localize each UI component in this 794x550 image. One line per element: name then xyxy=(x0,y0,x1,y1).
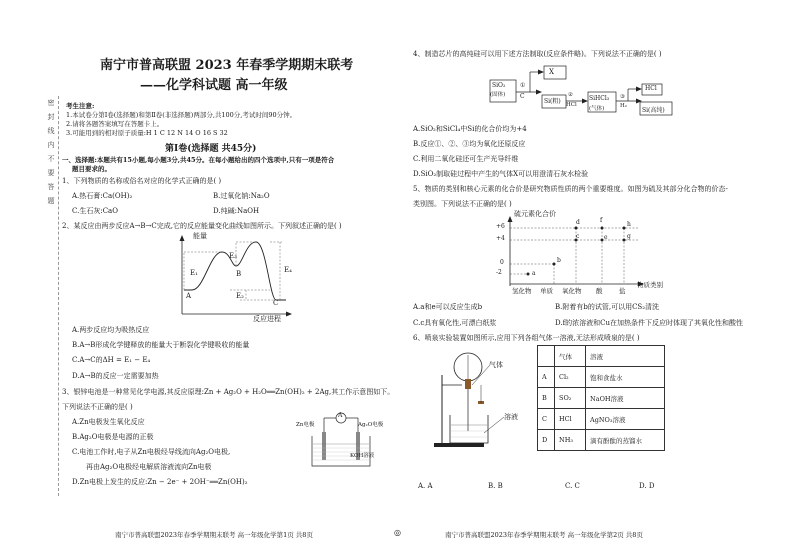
gas-state-label: (气体) xyxy=(589,106,605,112)
point-b: b xyxy=(557,257,561,264)
center-mark: ◎ xyxy=(394,528,401,537)
point-e: e xyxy=(604,234,608,241)
q1-option-a[interactable]: A.热石膏:Ca(OH)₂ xyxy=(72,192,133,200)
sulfur-valence-chart xyxy=(498,216,648,290)
category-axis-label: 物质类别 xyxy=(637,281,663,289)
ytick-plus4: +4 xyxy=(496,235,505,242)
koh-solution-label: KOH溶液 xyxy=(350,453,375,459)
point-c: c xyxy=(576,233,580,240)
q2-option-a[interactable]: A.两步反应均为吸热反应 xyxy=(72,326,150,334)
q6-option-a[interactable]: A. A xyxy=(418,482,433,490)
q3-option-c-cont: 再由Ag₂O电极经电解质溶液流向Zn电极 xyxy=(86,463,212,471)
section1-instr: 一、选择题:本题共有15小题,每小题3分,共45分。在每小题给出的四个选项中,只有一项是符合 xyxy=(62,156,335,164)
q3-option-a[interactable]: A.Zn电极发生氧化反应 xyxy=(72,418,145,426)
q3-stem-2: 下列说法不正确的是( ) xyxy=(62,403,133,411)
point-b-label: B xyxy=(236,270,242,278)
table-row xyxy=(538,367,665,388)
si-crude-label: Si(粗) xyxy=(544,98,561,105)
xcat-acid: 酸 xyxy=(596,287,603,295)
table-cell: HCl xyxy=(555,409,586,430)
q2-option-b[interactable]: B.A→B形成化学键释放的能量大于断裂化学键吸收的能量 xyxy=(72,341,250,349)
q4-option-c[interactable]: C.利用二氧化硅还可生产光导纤维 xyxy=(413,155,519,163)
table-header-row xyxy=(538,346,665,367)
xcat-hydride: 氢化物 xyxy=(512,287,532,295)
sihcl3-label: SiHCl₃ xyxy=(589,95,610,102)
table-cell: 饱和食盐水 xyxy=(586,367,665,388)
q1-stem: 1、下列物质的名称或俗名对应的化学式正确的是( ) xyxy=(62,177,222,185)
sio2-label: SiO₂ xyxy=(492,82,506,89)
table-header-cell: 溶液 xyxy=(586,346,665,367)
q5-option-a[interactable]: A.a和e可以反应生成b xyxy=(413,303,483,311)
e4-label: E₄ xyxy=(284,266,292,274)
q5-option-d[interactable]: D.f的浓溶液和Cu在加热条件下反应时体现了其氧化性和酸性 xyxy=(555,319,744,327)
valence-axis-label: 硫元素化合价 xyxy=(514,210,556,218)
exam-subtitle: ——化学科试题 高一年级 xyxy=(140,78,288,93)
q3-option-c[interactable]: C.电池工作时,电子从Zn电极经导线流向Ag₂O电极, xyxy=(72,448,231,456)
seal-line xyxy=(58,96,59,496)
solid-label: (固体) xyxy=(490,92,506,98)
energy-diagram xyxy=(170,232,300,324)
e2-label: E₂ xyxy=(236,292,244,300)
gas-label: 气体 xyxy=(489,361,503,369)
q6-option-c[interactable]: C. C xyxy=(565,482,580,490)
table-header-cell: 气体 xyxy=(555,346,586,367)
zn-electrode-label: Zn电极 xyxy=(296,422,315,428)
point-a-label: A xyxy=(186,292,192,300)
footer-page2: 南宁市普高联盟2023年春季学期期末联考 高一年级化学第2页 共8页 xyxy=(445,531,643,539)
q5-option-c[interactable]: C.c具有氧化性,可漂白纸浆 xyxy=(413,319,497,327)
q5-option-b[interactable]: B.附着有b的试管,可以用CS₂清洗 xyxy=(555,303,660,311)
table-cell: NH₃ xyxy=(555,430,586,451)
table-cell: AgNO₃溶液 xyxy=(586,409,665,430)
q1-option-d[interactable]: D.纯碱:NaOH xyxy=(213,207,260,215)
e1-label: E₁ xyxy=(190,269,198,277)
si-pure-label: Si(高纯) xyxy=(642,107,665,114)
section1-instr-2: 题目要求的。 xyxy=(72,165,111,173)
q1-option-c[interactable]: C.生石灰:CaO xyxy=(72,207,118,215)
note-2: 2.请将各题答案填写在答题卡上。 xyxy=(66,120,164,128)
energy-axis-label: 能量 xyxy=(193,232,207,240)
q3-option-d[interactable]: D.Zn电极上发生的反应:Zn − 2e⁻ + 2OH⁻══Zn(OH)₂ xyxy=(72,478,248,486)
table-cell: SO₂ xyxy=(555,388,586,409)
table-cell: NaOH溶液 xyxy=(586,388,665,409)
x-label: X xyxy=(549,68,554,76)
q3-option-b[interactable]: B.Ag₂O电极是电源的正极 xyxy=(72,433,154,441)
fountain-apparatus xyxy=(432,345,532,450)
q4-stem: 4、制造芯片的高纯硅可以用下述方法制取(反应条件略)。下列说法不正确的是( ) xyxy=(413,50,662,58)
table-cell: 滴有酚酞的蒸馏水 xyxy=(586,430,665,451)
q6-stem: 6、喷泉实验装置如图所示,应用下列各组气体一溶液,无法形成喷泉的是( ) xyxy=(413,334,640,342)
hcl-label: HCl xyxy=(566,102,577,108)
e3-label: E₃ xyxy=(229,252,237,260)
q5-stem-2: 类别图。下列说法不正确的是( ) xyxy=(413,200,512,208)
q2-stem: 2、某反应由两步反应A→B→C完成,它的反应能量变化曲线如图所示。下列叙述正确的是( ) xyxy=(62,222,342,230)
xcat-salt: 盐 xyxy=(619,287,626,295)
hcl-out-label: HCl xyxy=(645,85,657,92)
part1-heading: 第Ⅰ卷(选择题 共45分) xyxy=(165,144,257,154)
ytick-plus6: +6 xyxy=(496,223,505,230)
q5-stem: 5、物质的类别和核心元素的化合价是研究物质性质的两个重要维度。如图为硫及其部分化合物的价态- xyxy=(413,185,728,193)
table-cell: Cl₂ xyxy=(555,367,586,388)
table-cell: C xyxy=(538,409,555,430)
q6-option-b[interactable]: B. B xyxy=(488,482,503,490)
table-header-cell xyxy=(538,346,555,367)
carbon-label: C xyxy=(520,93,525,100)
point-c-label: C xyxy=(273,299,279,307)
table-row xyxy=(538,409,665,430)
seal-text: 密 封 线 内 不 要 答 题 xyxy=(47,99,55,205)
h2-label: H₂ xyxy=(620,103,628,109)
point-g: g xyxy=(627,233,631,240)
step2-label: ② xyxy=(568,92,573,98)
table-row xyxy=(538,388,665,409)
q4-option-d[interactable]: D.SiO₂制取硅过程中产生的气体X可以用澄清石灰水检验 xyxy=(413,170,589,178)
table-row xyxy=(538,430,665,451)
point-f: f xyxy=(600,217,603,224)
xcat-oxide: 氧化物 xyxy=(562,287,582,295)
note-1: 1.本试卷分第Ⅰ卷(选择题)和第Ⅱ卷(非选择题)两部分,共100分,考试时间90分钟。 xyxy=(66,111,297,119)
table-cell: B xyxy=(538,388,555,409)
exam-title: 南宁市普高联盟 2023 年春季学期期末联考 xyxy=(100,58,354,73)
q2-option-d[interactable]: D.A→B的反应一定需要加热 xyxy=(72,372,159,380)
ytick-zero: 0 xyxy=(500,259,504,266)
gas-solution-table xyxy=(537,345,665,451)
reaction-axis-label: 反应进程 xyxy=(253,315,281,323)
step3-label: ③ xyxy=(620,94,625,100)
q1-option-b[interactable]: B.过氧化钠:Na₂O xyxy=(213,192,270,200)
note-3: 3.可能用到的相对原子质量:H 1 C 12 N 14 O 16 S 32 xyxy=(66,129,228,137)
table-cell: A xyxy=(538,367,555,388)
point-a: a xyxy=(532,270,536,277)
q4-option-a[interactable]: A.SiO₂和SiCl₄中Si的化合价均为+4 xyxy=(413,125,527,133)
notes-heading: 考生注意: xyxy=(66,102,95,110)
ytick-minus2: -2 xyxy=(496,269,502,276)
solution-label: 溶液 xyxy=(504,413,518,421)
step1-label: ① xyxy=(520,82,526,89)
xcat-element: 单质 xyxy=(540,287,553,295)
footer-page1: 南宁市普高联盟2023年春季学期期末联考 高一年级化学第1页 共8页 xyxy=(115,531,313,539)
q3-stem: 3、银锌电池是一种常见化学电源,其反应原理:Zn + Ag₂O + H₂O══Zn(OH)₂ + 2Ag,其工作示意图如下。 xyxy=(62,388,395,396)
q2-option-c[interactable]: C.A→C的ΔH = E₁ − E₄ xyxy=(72,356,151,364)
point-h: h xyxy=(627,221,631,228)
ag2o-electrode-label: Ag₂O电极 xyxy=(358,422,384,428)
point-d: d xyxy=(576,219,580,226)
q4-option-b[interactable]: B.反应①、②、③均为氧化还原反应 xyxy=(413,140,526,148)
ammeter-label: A xyxy=(338,412,343,419)
q6-option-d[interactable]: D. D xyxy=(639,482,655,490)
table-cell: D xyxy=(538,430,555,451)
